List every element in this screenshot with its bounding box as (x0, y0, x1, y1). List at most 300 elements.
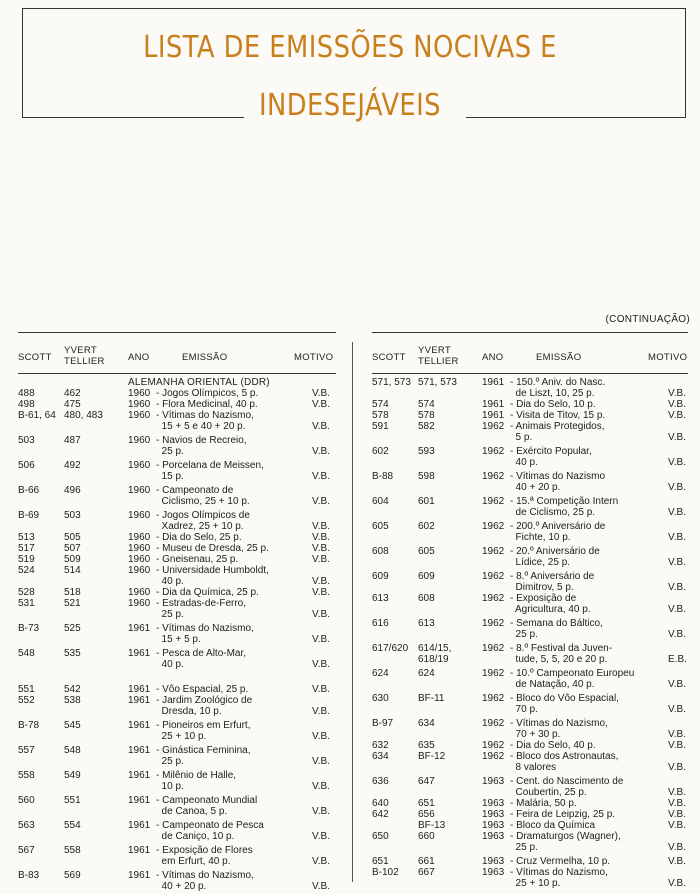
stamp-entry (372, 718, 688, 740)
header-motivo: MOTIVO (294, 352, 334, 363)
scott-number: 602 (372, 446, 389, 457)
issue-description: - Vítimas do Nazismo, 15 + 5 p. (156, 623, 254, 645)
reason-code: V.B. (668, 399, 686, 410)
issue-description: - Bloco da Química (510, 820, 596, 831)
issue-description: - Visita de Titov, 15 p. (510, 410, 606, 421)
issue-year: 1963 (482, 856, 505, 867)
stamp-entry (18, 399, 336, 410)
reason-code: V.B. (312, 634, 330, 645)
issue-description: - Bloco do Vôo Espacial, 70 p. (510, 693, 619, 715)
reason-code: V.B. (668, 432, 686, 443)
issue-description: - 10.º Campeonato Europeu de Natação, 40 p. (510, 668, 635, 690)
reason-code: V.B. (668, 532, 686, 543)
issue-description: - Dia do Selo, 40 p. (510, 740, 596, 751)
issue-year: 1961 (128, 870, 151, 881)
stamp-entry (18, 684, 336, 695)
issue-description: - Campeonato de Ciclismo, 25 + 10 p. (156, 485, 250, 507)
header-emissao: EMISSÃO (536, 352, 582, 363)
issue-description: - Cruz Vermelha, 10 p. (510, 856, 611, 867)
reason-code: V.B. (668, 856, 686, 867)
yvert-number: 558 (64, 845, 81, 856)
issue-year: 1961 (128, 695, 151, 706)
issue-description: - 20.º Aniversário de Lídice, 25 p. (510, 546, 600, 568)
yvert-number: 601 (418, 496, 435, 507)
issue-description: - Exposição de Agricultura, 40 p. (510, 593, 591, 615)
stamp-entry (18, 435, 336, 457)
stamp-entry (18, 623, 336, 645)
stamp-entry (18, 695, 336, 717)
scott-number: 651 (372, 856, 389, 867)
reason-code: V.B. (312, 609, 330, 620)
issue-year: 1962 (482, 618, 505, 629)
issue-year: 1960 (128, 532, 151, 543)
issue-year: 1962 (482, 546, 505, 557)
right-column (372, 332, 688, 889)
stamp-entry (18, 845, 336, 867)
reason-code: V.B. (668, 482, 686, 493)
scott-number: B-88 (372, 471, 394, 482)
issue-description: - Vítimas do Nazismo, 40 + 20 p. (156, 870, 254, 892)
header-rule-bottom (372, 373, 688, 374)
scott-number: B-61, 64 (18, 410, 56, 421)
issue-description: - Exército Popular, 40 p. (510, 446, 592, 468)
scott-number: 560 (18, 795, 35, 806)
issue-description: - Semana do Báltico, 25 p. (510, 618, 603, 640)
issue-year: 1962 (482, 496, 505, 507)
stamp-entry (372, 546, 688, 568)
reason-code: V.B. (312, 496, 330, 507)
issue-year: 1960 (128, 399, 151, 410)
yvert-number: 660 (418, 831, 435, 842)
yvert-number: 538 (64, 695, 81, 706)
issue-description: - Animais Protegidos, 5 p. (510, 421, 605, 443)
stamp-entry (18, 820, 336, 842)
stamp-entry (372, 693, 688, 715)
scott-number: 624 (372, 668, 389, 679)
issue-year: 1962 (482, 521, 505, 532)
issue-description: - Feira de Leipzig, 25 p. (510, 809, 616, 820)
issue-description: - Pioneiros em Erfurt, 25 + 10 p. (156, 720, 251, 742)
issue-year: 1963 (482, 809, 505, 820)
issue-description: - Dramaturgos (Wagner), 25 p. (510, 831, 621, 853)
yvert-number: 480, 483 (64, 410, 103, 421)
issue-year: 1962 (482, 643, 505, 654)
scott-number: 634 (372, 751, 389, 762)
issue-year: 1962 (482, 421, 505, 432)
issue-description: - Dia da Química, 25 p. (156, 587, 259, 598)
scott-number: B-73 (18, 623, 40, 634)
stamp-entry (18, 598, 336, 620)
issue-year: 1962 (482, 693, 505, 704)
reason-code: V.B. (312, 856, 330, 867)
issue-year: 1963 (482, 867, 505, 878)
reason-code: V.B. (312, 659, 330, 670)
yvert-number: 549 (64, 770, 81, 781)
scott-number: 498 (18, 399, 35, 410)
yvert-number: 608 (418, 593, 435, 604)
stamp-entry (372, 377, 688, 399)
issue-year: 1960 (128, 543, 151, 554)
scott-number: 574 (372, 399, 389, 410)
stamp-entry (372, 471, 688, 493)
stamp-entry (372, 410, 688, 421)
reason-code: V.B. (668, 787, 686, 798)
reason-code: V.B. (312, 576, 330, 587)
stamp-entry (18, 510, 336, 532)
yvert-number: 605 (418, 546, 435, 557)
yvert-number: 569 (64, 870, 81, 881)
issue-year: 1960 (128, 554, 151, 565)
stamp-entry (18, 554, 336, 565)
country-heading: ALEMANHA ORIENTAL (DDR) (128, 377, 270, 388)
issue-year: 1961 (128, 845, 151, 856)
scott-number: 605 (372, 521, 389, 532)
yvert-number: 634 (418, 718, 435, 729)
reason-code: V.B. (668, 762, 686, 773)
issue-description: - Milênio de Halle, 10 p. (156, 770, 237, 792)
issue-year: 1962 (482, 446, 505, 457)
scott-number: 519 (18, 554, 35, 565)
left-column (18, 332, 336, 892)
scott-number: 563 (18, 820, 35, 831)
yvert-number: 624 (418, 668, 435, 679)
left-entries (18, 388, 336, 892)
issue-description: - 200.º Aniversário de Fichte, 10 p. (510, 521, 606, 543)
header-tellier: TELLIER (64, 356, 105, 367)
yvert-number: 475 (64, 399, 81, 410)
reason-code: V.B. (312, 532, 330, 543)
stamp-entry (18, 770, 336, 792)
scott-number: 609 (372, 571, 389, 582)
yvert-number: 593 (418, 446, 435, 457)
issue-year: 1963 (482, 776, 505, 787)
yvert-number: 614/15, 618/19 (418, 643, 452, 665)
issue-year: 1961 (128, 770, 151, 781)
issue-description: - Campeonato Mundial de Canoa, 5 p. (156, 795, 258, 817)
scott-number: 604 (372, 496, 389, 507)
yvert-number: 613 (418, 618, 435, 629)
reason-code: V.B. (312, 399, 330, 410)
yvert-number: 651 (418, 798, 435, 809)
yvert-number: 554 (64, 820, 81, 831)
issue-description: - 8.º Aniversário de Dimitrov, 5 p. (510, 571, 595, 593)
issue-year: 1962 (482, 718, 505, 729)
stamp-entry (18, 565, 336, 587)
reason-code: V.B. (668, 604, 686, 615)
issue-year: 1961 (128, 745, 151, 756)
reason-code: V.B. (312, 806, 330, 817)
scott-number: 524 (18, 565, 35, 576)
issue-description: - Malária, 50 p. (510, 798, 577, 809)
scott-number: 578 (372, 410, 389, 421)
scott-number: 488 (18, 388, 35, 399)
issue-description: - 150.º Aniv. do Nasc. de Liszt, 10, 25 p. (510, 377, 606, 399)
issue-description: - Bloco dos Astronautas, 8 valores (510, 751, 619, 773)
scott-number: 632 (372, 740, 389, 751)
stamp-entry (18, 532, 336, 543)
issue-year: 1961 (128, 684, 151, 695)
issue-description: - Jogos Olímpicos de Xadrez, 25 + 10 p. (156, 510, 250, 532)
stamp-entry (372, 740, 688, 751)
issue-year: 1963 (482, 798, 505, 809)
reason-code: V.B. (668, 704, 686, 715)
issue-description: - Campeonato de Pesca de Caniço, 10 p. (156, 820, 264, 842)
scott-number: 548 (18, 648, 35, 659)
header-ano: ANO (482, 352, 504, 363)
scott-number: 630 (372, 693, 389, 704)
stamp-entry (372, 809, 688, 820)
yvert-number: 598 (418, 471, 435, 482)
yvert-number: 496 (64, 485, 81, 496)
scott-number: B-102 (372, 867, 399, 878)
table-header (18, 333, 336, 373)
reason-code: V.B. (312, 731, 330, 742)
yvert-number: BF-13 (418, 820, 446, 831)
yvert-number: 521 (64, 598, 81, 609)
title-rule-left (22, 117, 244, 118)
yvert-number: 635 (418, 740, 435, 751)
reason-code: V.B. (668, 820, 686, 831)
issue-description: - Dia do Selo, 10 p. (510, 399, 596, 410)
scott-number: 636 (372, 776, 389, 787)
issue-description: - 8.º Festival da Juven- tude, 5, 5, 20 e 20 p. (510, 643, 613, 665)
reason-code: V.B. (312, 471, 330, 482)
yvert-number: 492 (64, 460, 81, 471)
stamp-entry (18, 485, 336, 507)
scott-number: 567 (18, 845, 35, 856)
stamp-entry (372, 820, 688, 831)
issue-description: - Jogos Olímpicos, 5 p. (156, 388, 259, 399)
reason-code: V.B. (312, 881, 330, 892)
scott-number: 617/620 (372, 643, 409, 654)
issue-year: 1963 (482, 831, 505, 842)
stamp-entry (372, 776, 688, 798)
stamp-entry (18, 870, 336, 892)
stamp-entry (18, 587, 336, 598)
scott-number: 613 (372, 593, 389, 604)
stamp-entry (372, 571, 688, 593)
header-emissao: EMISSÃO (182, 352, 228, 363)
yvert-number: 647 (418, 776, 435, 787)
yvert-number: 548 (64, 745, 81, 756)
page-title-line2: INDESEJÁVEIS (258, 88, 441, 123)
yvert-number: 462 (64, 388, 81, 399)
scott-number: 608 (372, 546, 389, 557)
yvert-number: 582 (418, 421, 435, 432)
column-divider (352, 342, 353, 882)
yvert-number: 574 (418, 399, 435, 410)
stamp-entry (18, 648, 336, 670)
reason-code: V.B. (312, 543, 330, 554)
reason-code: V.B. (312, 521, 330, 532)
yvert-number: 667 (418, 867, 435, 878)
issue-description: - Cent. do Nascimento de Coubertin, 25 p. (510, 776, 624, 798)
reason-code: V.B. (312, 706, 330, 717)
issue-year: 1961 (128, 795, 151, 806)
scott-number: B-97 (372, 718, 394, 729)
issue-description: - Ginástica Feminina, 25 p. (156, 745, 251, 767)
yvert-number: 503 (64, 510, 81, 521)
reason-code: V.B. (668, 878, 686, 889)
yvert-number: 507 (64, 543, 81, 554)
reason-code: V.B. (668, 729, 686, 740)
reason-code: V.B. (668, 809, 686, 820)
issue-year: 1960 (128, 435, 151, 446)
issue-year: 1962 (482, 593, 505, 604)
yvert-number: 509 (64, 554, 81, 565)
stamp-entry (18, 720, 336, 742)
yvert-number: 551 (64, 795, 81, 806)
issue-year: 1960 (128, 460, 151, 471)
scott-number: 503 (18, 435, 35, 446)
stamp-entry (372, 446, 688, 468)
yvert-number: 656 (418, 809, 435, 820)
reason-code: V.B. (668, 679, 686, 690)
issue-description: - Navios de Recreio, 25 p. (156, 435, 247, 457)
reason-code: V.B. (668, 842, 686, 853)
stamp-entry (372, 856, 688, 867)
reason-code: V.B. (312, 831, 330, 842)
stamp-entry (372, 867, 688, 889)
issue-description: - Porcelana de Meissen, 15 p. (156, 460, 264, 482)
issue-year: 1960 (128, 485, 151, 496)
scott-number: 517 (18, 543, 35, 554)
reason-code: V.B. (668, 457, 686, 468)
header-scott: SCOTT (18, 352, 52, 363)
stamp-entry (372, 421, 688, 443)
stamp-entry (372, 593, 688, 615)
issue-year: 1961 (482, 377, 505, 388)
stamp-entry (18, 410, 336, 432)
table-header (372, 333, 688, 373)
stamp-entry (18, 543, 336, 554)
yvert-number: 535 (64, 648, 81, 659)
reason-code: V.B. (668, 582, 686, 593)
title-rule-right (466, 117, 686, 118)
scott-number: 506 (18, 460, 35, 471)
yvert-number: 609 (418, 571, 435, 582)
stamp-entry (18, 388, 336, 399)
scott-number: B-78 (18, 720, 40, 731)
issue-year: 1961 (482, 399, 505, 410)
stamp-entry (372, 618, 688, 640)
reason-code: V.B. (668, 740, 686, 751)
yvert-number: 661 (418, 856, 435, 867)
reason-code: V.B. (668, 629, 686, 640)
stamp-entry (18, 460, 336, 482)
yvert-number: 518 (64, 587, 81, 598)
header-motivo: MOTIVO (648, 352, 688, 363)
issue-description: - Dia do Selo, 25 p. (156, 532, 242, 543)
stamp-entry (372, 643, 688, 665)
scott-number: 640 (372, 798, 389, 809)
reason-code: V.B. (668, 388, 686, 399)
issue-description: - Exposição de Flores em Erfurt, 40 p. (156, 845, 253, 867)
stamp-entry (372, 521, 688, 543)
yvert-number: 525 (64, 623, 81, 634)
issue-description: - Flora Medicinal, 40 p. (156, 399, 258, 410)
issue-year: 1962 (482, 571, 505, 582)
issue-year: 1961 (128, 820, 151, 831)
reason-code: V.B. (668, 410, 686, 421)
yvert-number: 514 (64, 565, 81, 576)
scott-number: 528 (18, 587, 35, 598)
scott-number: 552 (18, 695, 35, 706)
scott-number: 650 (372, 831, 389, 842)
header-yvert: YVERT (64, 345, 98, 356)
issue-year: 1961 (482, 410, 505, 421)
scott-number: 558 (18, 770, 35, 781)
header-rule-bottom (18, 373, 336, 374)
issue-year: 1963 (482, 820, 505, 831)
issue-description: - Pesca de Alto-Mar, 40 p. (156, 648, 247, 670)
scott-number: 551 (18, 684, 35, 695)
issue-description: - 15.ª Competição Intern de Ciclismo, 25 p. (510, 496, 619, 518)
issue-description: - Vítimas do Nazismo, 70 + 30 p. (510, 718, 608, 740)
stamp-entry (18, 745, 336, 767)
issue-description: - Gneisenau, 25 p. (156, 554, 239, 565)
yvert-number: 505 (64, 532, 81, 543)
issue-description: - Estradas-de-Ferro, 25 p. (156, 598, 247, 620)
issue-year: 1960 (128, 587, 151, 598)
issue-year: 1962 (482, 668, 505, 679)
issue-description: - Jardim Zoológico de Dresda, 10 p. (156, 695, 253, 717)
reason-code: V.B. (668, 557, 686, 568)
stamp-entry (372, 668, 688, 690)
reason-code: V.B. (312, 756, 330, 767)
issue-year: 1960 (128, 410, 151, 421)
issue-year: 1960 (128, 565, 151, 576)
page-title-line1: LISTA DE EMISSÕES NOCIVAS E (143, 30, 557, 65)
issue-year: 1961 (128, 720, 151, 731)
issue-description: - Universidade Humboldt, 40 p. (156, 565, 269, 587)
scott-number: B-66 (18, 485, 40, 496)
issue-description: - Vítimas do Nazismo, 15 + 5 e 40 + 20 p. (156, 410, 254, 432)
reason-code: V.B. (312, 554, 330, 565)
yvert-number: BF-11 (418, 693, 445, 704)
issue-year: 1961 (128, 623, 151, 634)
header-tellier: TELLIER (418, 356, 459, 367)
scott-number: 571, 573 (372, 377, 411, 388)
stamp-entry (372, 496, 688, 518)
yvert-number: 571, 573 (418, 377, 457, 388)
yvert-number: 578 (418, 410, 435, 421)
reason-code: V.B. (312, 421, 330, 432)
reason-code: V.B. (312, 446, 330, 457)
header-ano: ANO (128, 352, 150, 363)
yvert-number: 487 (64, 435, 81, 446)
issue-description: - Vôo Espacial, 25 p. (156, 684, 249, 695)
scott-number: 513 (18, 532, 35, 543)
scott-number: B-69 (18, 510, 40, 521)
scott-number: 591 (372, 421, 389, 432)
scott-number: 642 (372, 809, 389, 820)
yvert-number: 542 (64, 684, 81, 695)
stamp-entry (372, 751, 688, 773)
issue-year: 1960 (128, 510, 151, 521)
issue-description: - Vítimas do Nazismo 40 + 20 p. (510, 471, 606, 493)
issue-year: 1962 (482, 740, 505, 751)
yvert-number: BF-12 (418, 751, 446, 762)
header-scott: SCOTT (372, 352, 406, 363)
issue-description: - Museu de Dresda, 25 p. (156, 543, 269, 554)
scott-number: 557 (18, 745, 35, 756)
reason-code: V.B. (668, 798, 686, 809)
continuation-label: (CONTINUAÇÃO) (605, 314, 690, 325)
reason-code: E.B. (668, 654, 687, 665)
scott-number: 531 (18, 598, 35, 609)
reason-code: V.B. (312, 388, 330, 399)
